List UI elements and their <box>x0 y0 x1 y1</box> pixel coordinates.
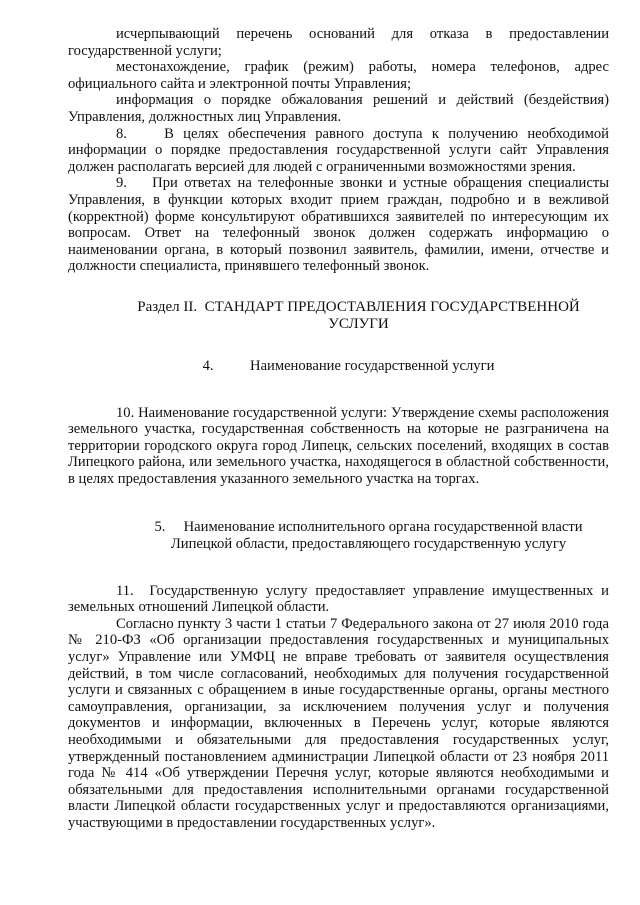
paragraph-appeal-procedure: информация о порядке обжалования решений и действий (бездействия) Управления, должностных лиц Управления. <box>68 92 609 125</box>
paragraph-item-8: 8. В целях обеспечения равного доступа к получению необходимой информации о порядке предоставления государственной услуги сайт Управления должен располагать версией для людей с ограниченными возможностями зрения. <box>68 125 609 175</box>
subsection-4-title: 4. Наименование государственной услуги <box>202 357 495 374</box>
paragraph-item-10: 10. Наименование государственной услуги: Утверждение схемы расположения земельного участка, государственная собственность на которые не разграничена на территории городского округа город Липецк, сельских поселений, входящих в состав Липецкого района, или земельного участка, находящегося в областной собственности, в целях предоставления указанного земельного участка на торгах. <box>68 404 609 487</box>
section-2-title: Раздел II. СТАНДАРТ ПРЕДОСТАВЛЕНИЯ ГОСУДАРСТВЕННОЙ УСЛУГИ <box>137 298 580 332</box>
paragraph-item-9: 9. При ответах на телефонные звонки и устные обращения специалисты Управления, в функции которых входит прием граждан, подробно и в вежливой (корректной) форме консультируют обратившихся заявителей по интересующим их вопросам. Ответ на телефонный звонок должен содержать информацию о наименовании органа, в который позвонил заявитель, фамилии, имени, отчестве и должности специалиста, принявшего телефонный звонок. <box>68 175 609 275</box>
paragraph-federal-law-reference: Согласно пункту 3 части 1 статьи 7 Федерального закона от 27 июля 2010 года № 210-ФЗ «Об организации предоставления государственных и муниципальных услуг» Управление или УМФЦ не вправе требовать от заявителя осуществления действий, в том числе согласований, необходимых для получения государственной услуги и связанных с обращением в иные государственные органы, органы местного самоуправления, организации, за исключением получения услуг и получения документов и информации, включенных в Перечень услуг, которые являются необходимыми и обязательными для предоставления государственных услуг, утвержденный постановлением администрации Липецкой области от 23 ноября 2011 года № 414 «Об утверждении Перечня услуг, которые являются необходимыми и обязательными для предоставления исполнительными органами государственной власти Липецкой области государственных услуг и предоставляются организациями, участвующими в предоставлении государственных услуг». <box>68 615 609 831</box>
paragraph-location-schedule: местонахождение, график (режим) работы, номера телефонов, адрес официального сайта и электронной почты Управления; <box>68 59 609 92</box>
paragraph-refusal-grounds: исчерпывающий перечень оснований для отказа в предоставлении государственной услуги; <box>68 26 609 59</box>
paragraph-item-11: 11. Государственную услугу предоставляет управление имущественных и земельных отношений Липецкой области. <box>68 582 609 616</box>
subsection-5-title: 5. Наименование исполнительного органа государственной власти Липецкой области, предоставляющего государственную услугу <box>154 519 583 553</box>
